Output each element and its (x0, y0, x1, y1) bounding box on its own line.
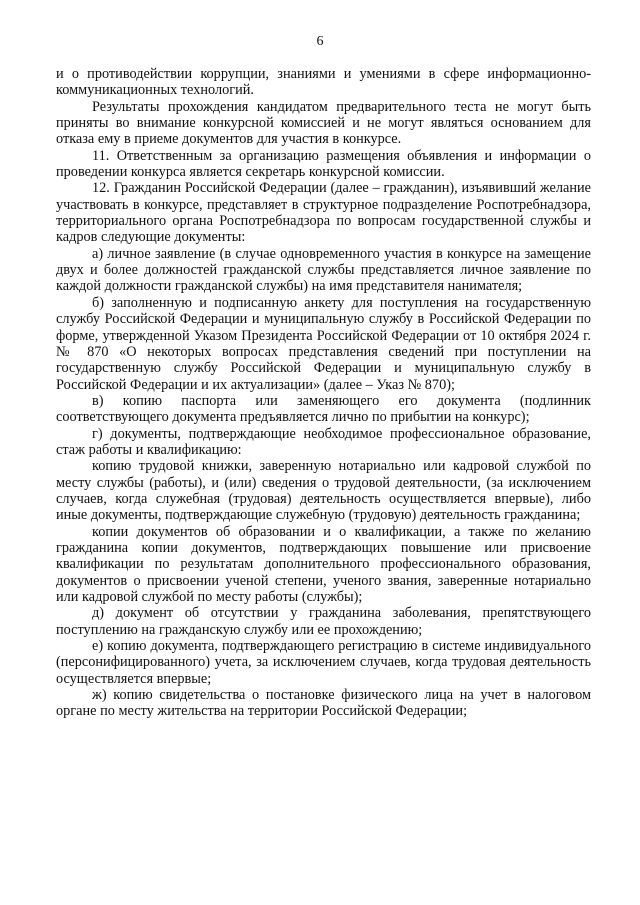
paragraph-11: 11. Ответственным за организацию размещения объявления и информации о проведении конкурса является секретарь конкурсной комиссии. (56, 147, 591, 181)
paragraph-test-results: Результаты прохождения кандидатом предварительного теста не могут быть приняты во внимание конкурсной комиссией и не могут являться основанием для отказа ему в приеме документов для участия в конкурсе. (56, 98, 591, 148)
list-item-zh: ж) копию свидетельства о постановке физического лица на учет в налоговом органе по месту жительства на территории Российской Федерации; (56, 687, 591, 720)
list-item-g: г) документы, подтверждающие необходимое профессиональное образование, стаж работы и квалификацию: (56, 425, 591, 458)
paragraph-12: 12. Гражданин Российской Федерации (далее – гражданин), изъявивший желание участвовать в конкурсе, представляет в структурное подразделение Роспотребнадзора, территориального органа Роспотребнадзора по вопросам государственной службы и кадров следующие документы: (56, 180, 591, 246)
list-item-v: в) копию паспорта или заменяющего его документа (подлинник соответствующего документа предъявляется лично по прибытии на конкурс); (56, 392, 591, 426)
paragraph-continuation: и о противодействии коррупции, знаниями и умениями в сфере информационно-коммуникационных технологий. (56, 66, 591, 99)
page-number: 6 (316, 34, 324, 49)
list-item-a: а) личное заявление (в случае одновременного участия в конкурсе на замещение двух и более должностей гражданской службы представляется личное заявление по каждой должности гражданской службы) на имя представителя нанимателя; (56, 245, 591, 295)
list-item-e: е) копию документа, подтверждающего регистрацию в системе индивидуального (персонифицированного) учета, за исключением случаев, когда трудовая деятельность осуществляется впервые; (56, 638, 591, 687)
list-subitem-work-book: копию трудовой книжки, заверенную нотариально или кадровой службой по месту службы (работы), и (или) сведения о трудовой деятельности, (за исключением случаев, когда служебная (трудовая) деятельность осуществляется впервые), либо иные документы, подтверждающие служебную (трудовую) деятельность гражданина; (56, 458, 591, 524)
document-body (56, 66, 591, 720)
list-subitem-education-docs: копии документов об образовании и о квалификации, а также по желанию гражданина копии документов, подтверждающих повышение или присвоение квалификации по результатам дополнительного профессионального образования, документов о присвоении ученой степени, ученого звания, заверенные нотариально или кадровой службой по месту работы (службы); (56, 523, 591, 605)
list-item-d: д) документ об отсутствии у гражданина заболевания, препятствующего поступлению на гражданскую службу или ее прохождению; (56, 605, 591, 638)
list-item-b: б) заполненную и подписанную анкету для поступления на государственную службу Российской Федерации и муниципальную службу в Российской Федерации по форме, утвержденной Указом Президента Российской Федерации от 10 октября 2024 г. № 870 «О некоторых вопросах представления сведений при поступлении на государственную службу Российской Федерации и муниципальную службу в Российской Федерации и их актуализации» (далее – Указ № 870); (56, 294, 591, 393)
